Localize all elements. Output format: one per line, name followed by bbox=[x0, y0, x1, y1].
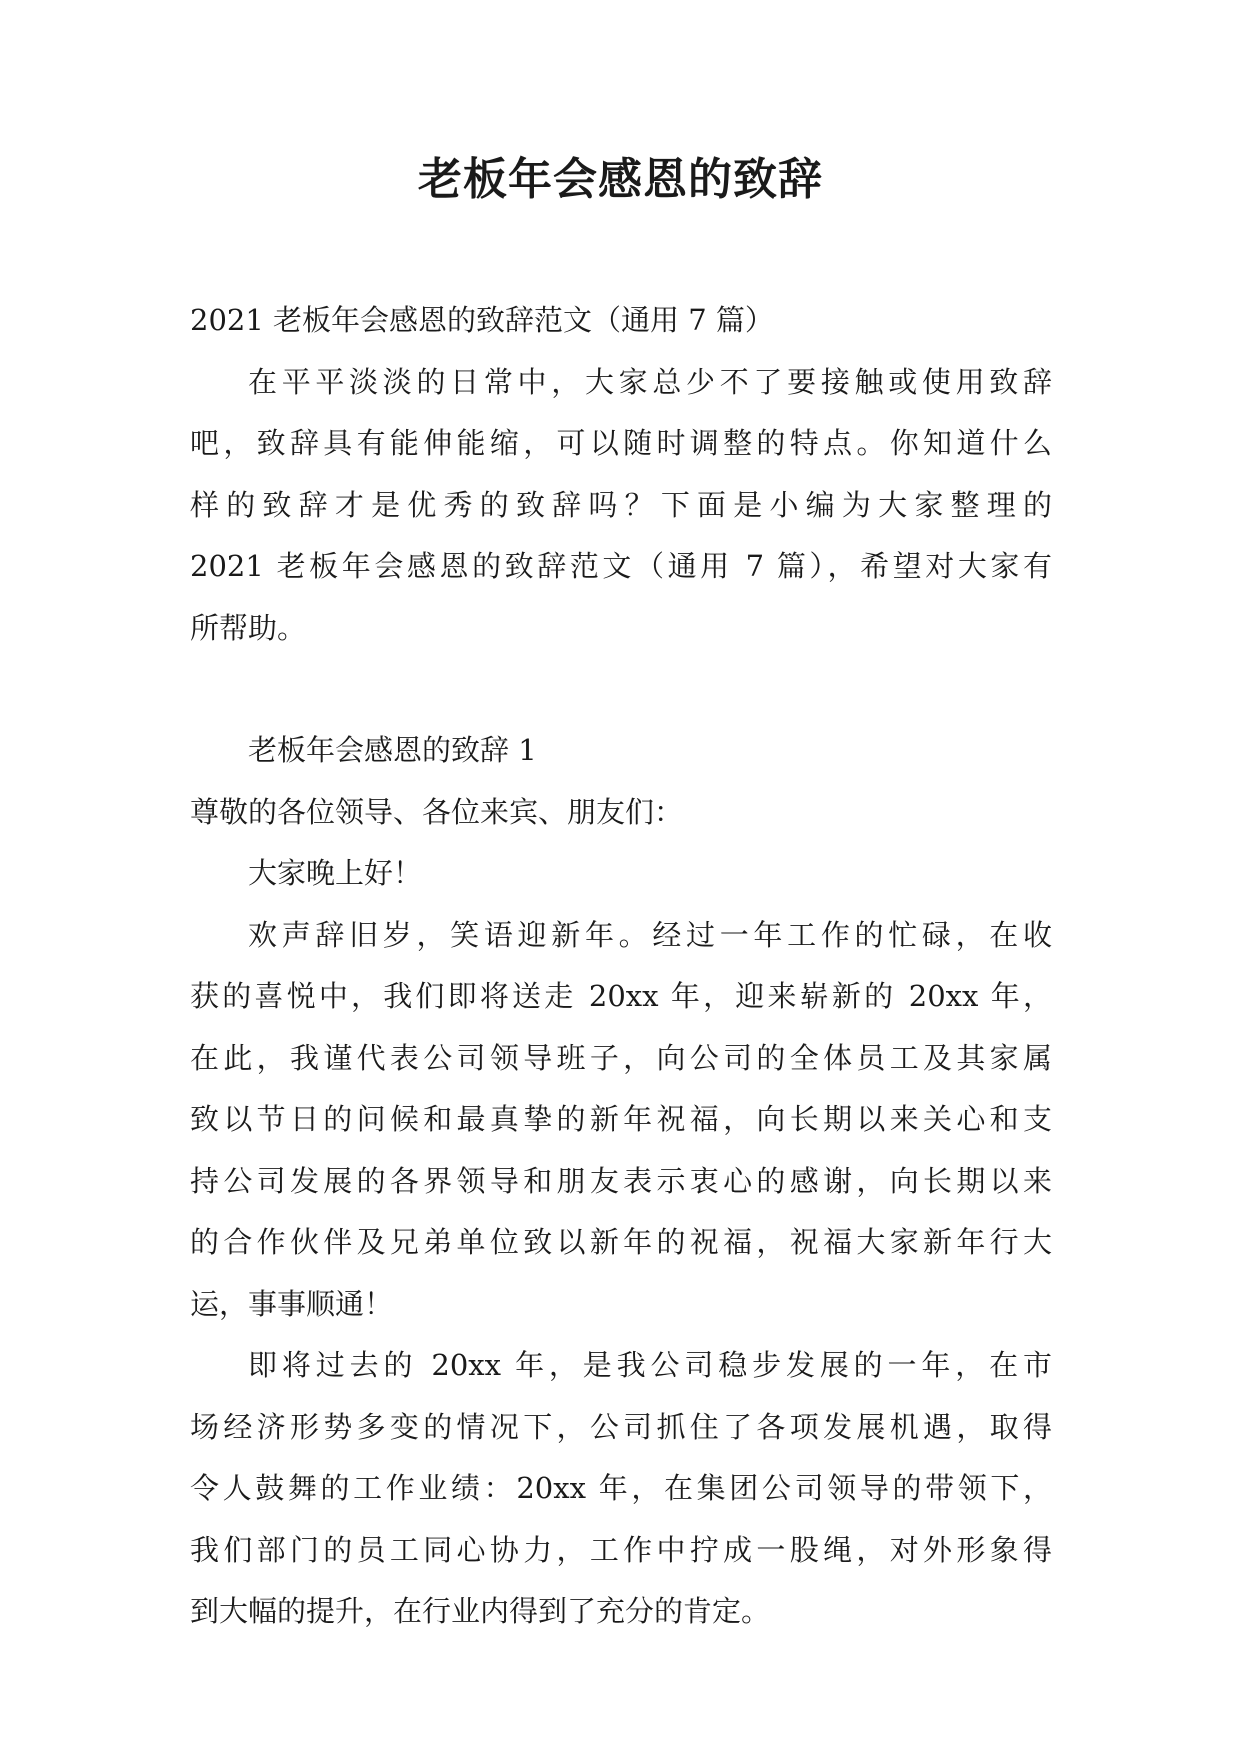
paragraph-line: 令人鼓舞的工作业绩：20xx 年，在集团公司领导的带领下， bbox=[190, 1471, 1052, 1505]
salutation: 尊敬的各位领导、各位来宾、朋友们： bbox=[190, 794, 684, 829]
document-title: 老板年会感恩的致辞 bbox=[418, 154, 823, 205]
body-paragraph-1 bbox=[190, 905, 1052, 1336]
intro-line: 吧，致辞具有能伸能缩，可以随时调整的特点。你知道什么 bbox=[190, 426, 1052, 460]
paragraph-line: 获的喜悦中，我们即将送走 20xx 年，迎来崭新的 20xx 年， bbox=[190, 979, 1052, 1013]
paragraph-line: 致以节日的问候和最真挚的新年祝福，向长期以来关心和支 bbox=[190, 1102, 1052, 1136]
paragraph-line: 持公司发展的各界领导和朋友表示衷心的感谢，向长期以来 bbox=[190, 1163, 1052, 1198]
intro-line: 在平平淡淡的日常中，大家总少不了要接触或使用致辞 bbox=[248, 364, 1052, 399]
greeting: 大家晚上好！ bbox=[248, 856, 423, 890]
intro-line: 样的致辞才是优秀的致辞吗？下面是小编为大家整理的 bbox=[190, 487, 1052, 522]
paragraph-line: 场经济形势多变的情况下，公司抓住了各项发展机遇，取得 bbox=[190, 1409, 1052, 1444]
document-body bbox=[190, 290, 1052, 1643]
intro-paragraph bbox=[190, 352, 1052, 660]
intro-line: 2021 老板年会感恩的致辞范文（通用 7 篇），希望对大家有 bbox=[190, 549, 1052, 583]
paragraph-line: 在此，我谨代表公司领导班子，向公司的全体员工及其家属 bbox=[190, 1040, 1052, 1075]
paragraph-line: 即将过去的 20xx 年，是我公司稳步发展的一年，在市 bbox=[248, 1348, 1052, 1382]
document-subtitle: 2021 老板年会感恩的致辞范文（通用 7 篇） bbox=[190, 303, 774, 337]
paragraph-line: 欢声辞旧岁，笑语迎新年。经过一年工作的忙碌，在收 bbox=[248, 917, 1052, 952]
body-paragraph-2 bbox=[190, 1335, 1052, 1643]
paragraph-line: 的合作伙伴及兄弟单位致以新年的祝福，祝福大家新年行大 bbox=[190, 1225, 1052, 1259]
paragraph-line: 到大幅的提升，在行业内得到了充分的肯定。 bbox=[190, 1594, 771, 1628]
paragraph-gap bbox=[190, 659, 1052, 720]
paragraph-line: 运，事事顺通！ bbox=[190, 1286, 394, 1321]
paragraph-line: 我们部门的员工同心协力，工作中拧成一股绳，对外形象得 bbox=[190, 1532, 1052, 1567]
intro-line: 所帮助。 bbox=[190, 610, 307, 645]
section-heading: 老板年会感恩的致辞 1 bbox=[248, 733, 537, 767]
